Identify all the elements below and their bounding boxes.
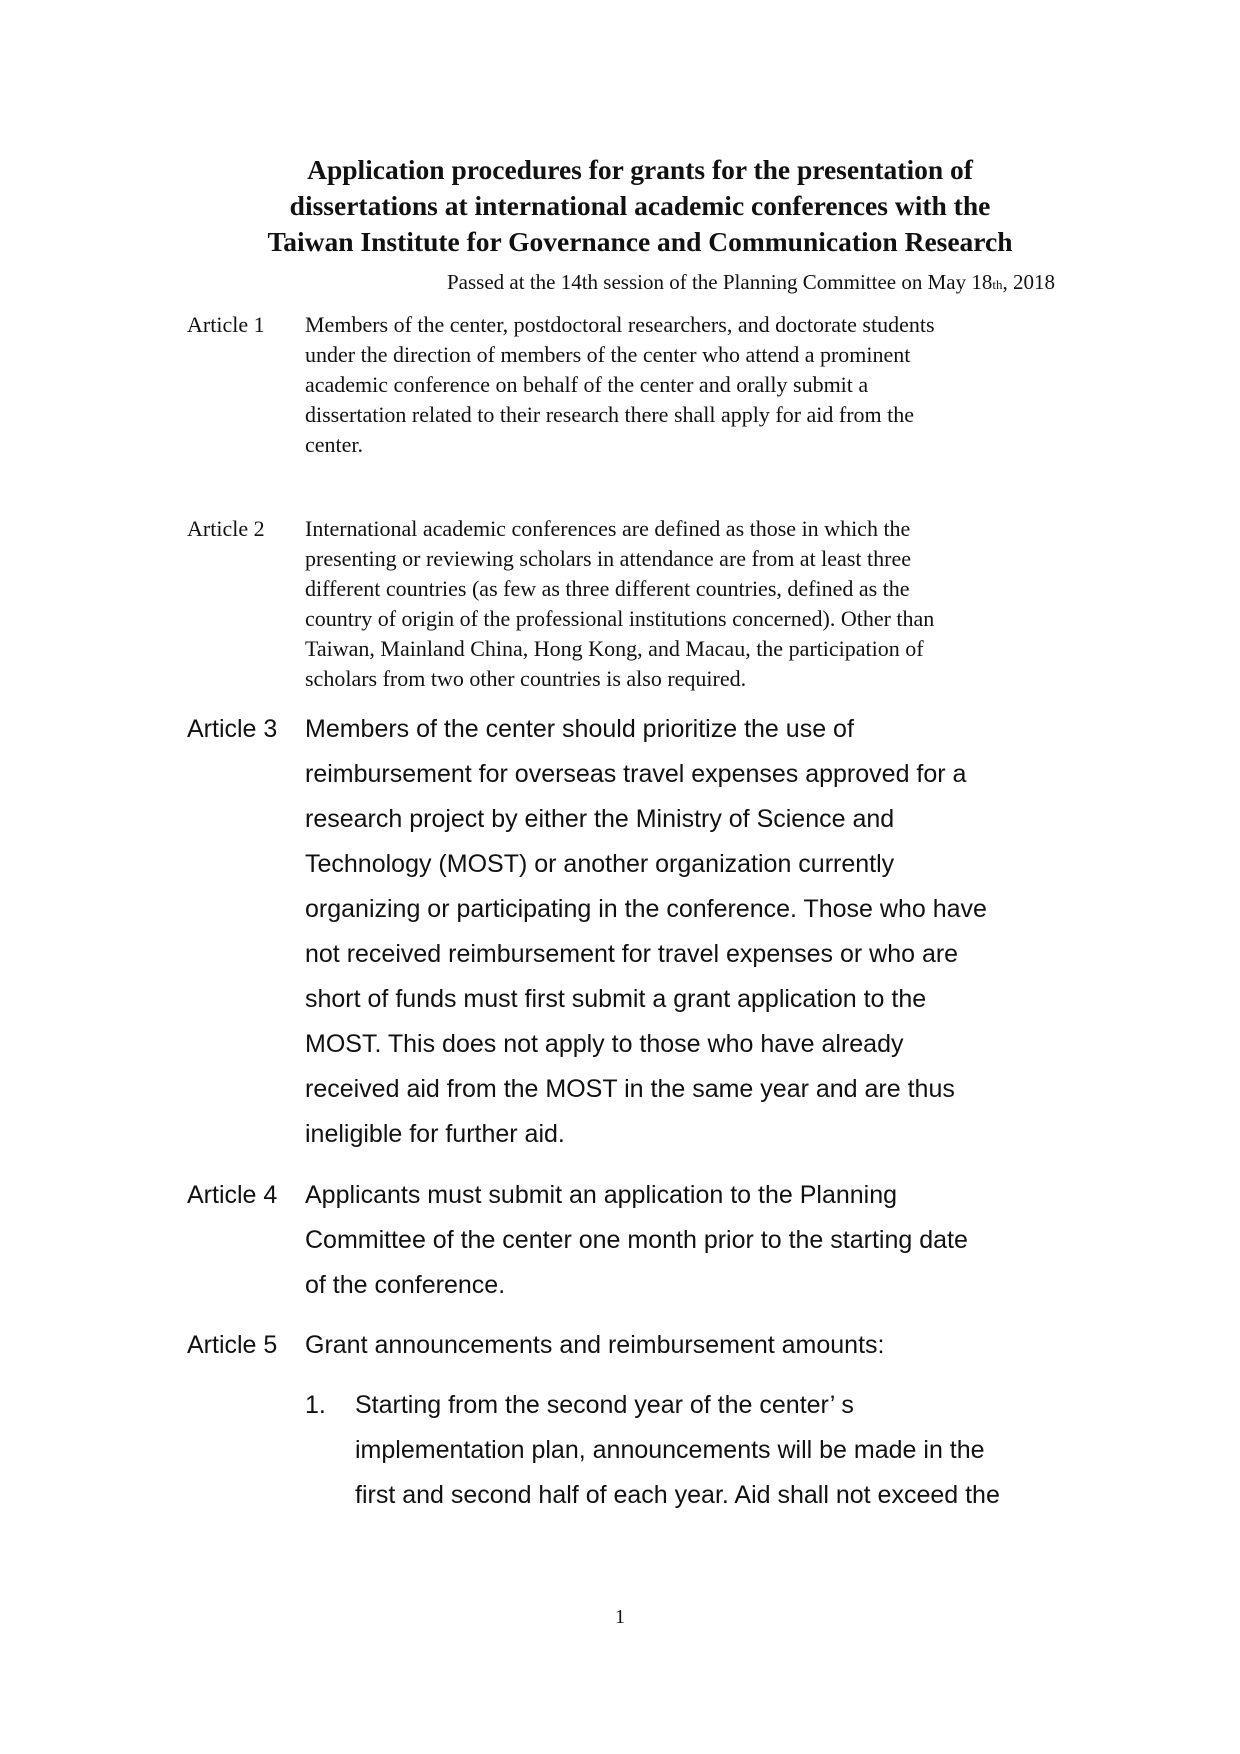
article-line: different countries (as few as three different countries, defined as the (305, 576, 910, 601)
article-line: Technology (MOST) or another organization currently (305, 850, 895, 878)
list-item-number: 1. (305, 1391, 326, 1419)
document-subtitle (447, 269, 1055, 298)
article-line: received aid from the MOST in the same year and are thus (305, 1075, 955, 1103)
article-line: dissertation related to their research there shall apply for aid from the (305, 402, 915, 427)
article-line: ineligible for further aid. (305, 1120, 565, 1148)
article-line: organizing or participating in the conference. Those who have (305, 895, 987, 923)
article-line: under the direction of members of the center who attend a prominent (305, 342, 911, 367)
article-line: International academic conferences are defined as those in which the (305, 516, 911, 541)
article-line: presenting or reviewing scholars in attendance are from at least three (305, 546, 911, 571)
article-line: short of funds must first submit a grant application to the (305, 985, 927, 1013)
list-item-line: Starting from the second year of the center’ s (355, 1391, 854, 1419)
article-number: Article 3 (187, 715, 278, 743)
article-number: Article 1 (187, 312, 265, 337)
article-body (305, 1323, 1057, 1368)
document-title (200, 152, 1080, 260)
article-line: Grant announcements and reimbursement amounts: (305, 1331, 885, 1359)
article-2 (187, 514, 1057, 694)
list-item-line: first and second half of each year. Aid shall not exceed the (355, 1481, 1000, 1509)
article-line: Taiwan, Mainland China, Hong Kong, and Macau, the participation of (305, 636, 924, 661)
article-number: Article 4 (187, 1181, 278, 1209)
article-body (305, 707, 1057, 1157)
article-line: Committee of the center one month prior to the starting date (305, 1226, 968, 1254)
article-line: Members of the center should prioritize the use of (305, 715, 854, 743)
article-line: academic conference on behalf of the center and orally submit a (305, 372, 869, 397)
article-line: research project by either the Ministry of Science and (305, 805, 895, 833)
article-body (305, 514, 1057, 694)
article-line: reimbursement for overseas travel expenses approved for a (305, 760, 967, 788)
title-line: Taiwan Institute for Governance and Communication Research (267, 226, 1013, 257)
article-line: center. (305, 432, 364, 457)
article-3 (187, 707, 1057, 1157)
article-line: scholars from two other countries is also required. (305, 666, 747, 691)
article-line: of the conference. (305, 1271, 506, 1299)
article-line: Applicants must submit an application to the Planning (305, 1181, 898, 1209)
article-line: Members of the center, postdoctoral researchers, and doctorate students (305, 312, 935, 337)
subtitle-year: , 2018 (1002, 270, 1055, 294)
article-line: country of origin of the professional institutions concerned). Other than (305, 606, 935, 631)
article-line: MOST. This does not apply to those who have already (305, 1030, 904, 1058)
article-4 (187, 1173, 1057, 1308)
article-number: Article 5 (187, 1331, 278, 1359)
title-line: Application procedures for grants for the presentation of (307, 154, 973, 185)
subtitle-ordinal-suffix: th (992, 277, 1003, 292)
title-line: dissertations at international academic conferences with the (289, 190, 991, 221)
article-body (305, 1173, 1057, 1308)
article-line: not received reimbursement for travel expenses or who are (305, 940, 959, 968)
list-item-line: implementation plan, announcements will be made in the (355, 1436, 985, 1464)
article-1 (187, 310, 1057, 460)
article-number: Article 2 (187, 516, 265, 541)
article-5 (187, 1323, 1057, 1368)
list-item-body (355, 1383, 1065, 1518)
list-item (305, 1383, 1065, 1518)
article-body (305, 310, 1057, 460)
page-number: 1 (615, 1606, 625, 1628)
subtitle-text: Passed at the 14th session of the Planning Committee on May 18 (447, 270, 993, 294)
